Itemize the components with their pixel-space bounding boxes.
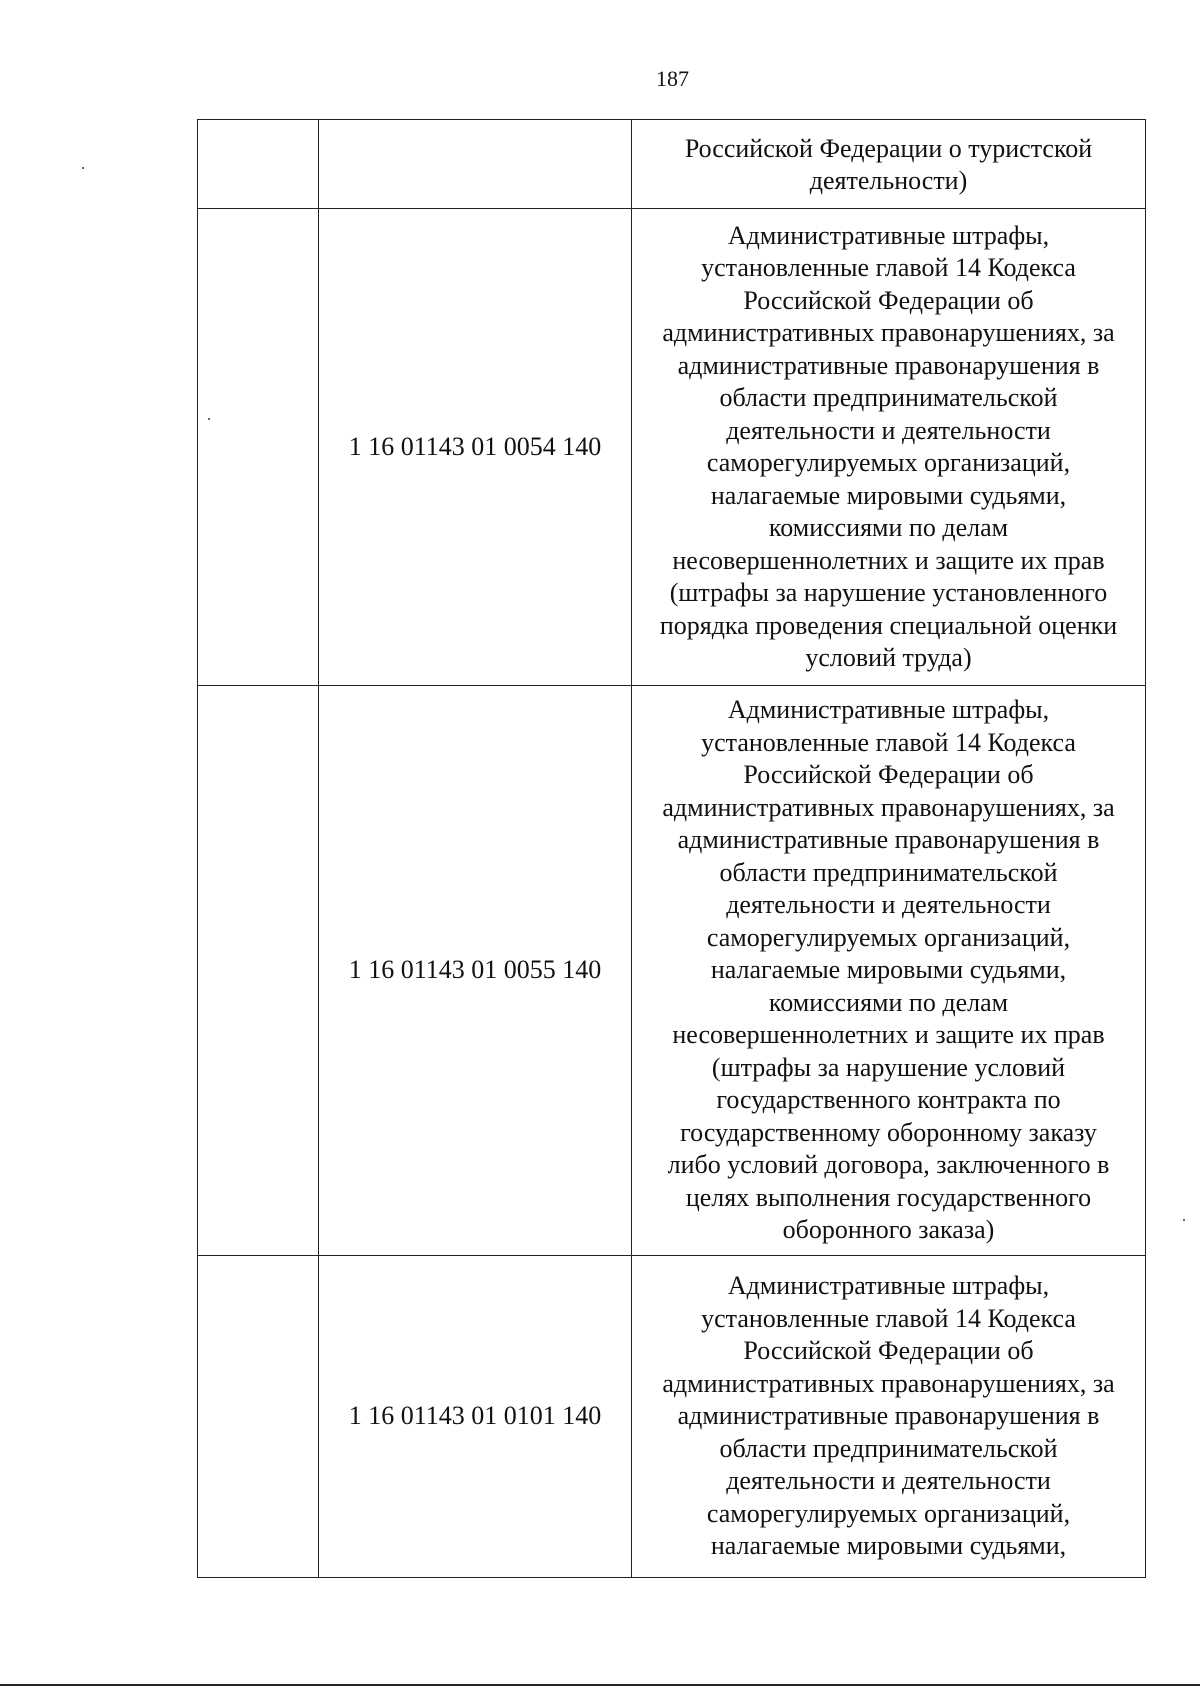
description-line: Российской Федерации об: [743, 1336, 1034, 1365]
table-row: [198, 209, 1146, 686]
table-row: [198, 120, 1146, 209]
description-line: деятельности): [809, 166, 968, 195]
description-line: установленные главой 14 Кодекса: [701, 727, 1076, 757]
description-line: государственного контракта по: [716, 1085, 1061, 1115]
description-line: административные правонарушения в: [677, 1401, 1100, 1430]
budget-code-cell: 1 16 01143 01 0055 140: [319, 686, 632, 1256]
description-line: оборонного заказа): [782, 1215, 995, 1245]
table-body: [198, 120, 1146, 1578]
description-line: административных правонарушениях, за: [662, 318, 1115, 347]
description-cell: [632, 120, 1146, 209]
row-number-cell: [198, 120, 319, 209]
description-line: налагаемые мировыми судьями,: [710, 480, 1067, 510]
description-line: области предпринимательской: [719, 1433, 1058, 1463]
description-line: комиссиями по делам: [768, 987, 1009, 1017]
description-line: деятельности и деятельности: [726, 890, 1051, 920]
description-line: саморегулируемых организаций,: [706, 448, 1071, 477]
description-line: области предпринимательской: [719, 857, 1058, 887]
page-number: 187: [656, 66, 689, 91]
description-line: административных правонарушениях, за: [662, 1368, 1115, 1398]
description-line: саморегулируемых организаций,: [706, 922, 1071, 952]
table-row: [198, 686, 1146, 1256]
description-line: несовершеннолетних и защите их прав: [672, 1020, 1105, 1050]
description-line: Административные штрафы,: [727, 695, 1050, 725]
description-line: налагаемые мировыми судьями,: [710, 955, 1067, 985]
description-line: порядка проведения специальной оценки: [659, 610, 1118, 640]
description-line: установленные главой 14 Кодекса: [701, 253, 1076, 282]
description-line: налагаемые мировыми судьями,: [710, 1531, 1067, 1560]
description-line: саморегулируемых организаций,: [706, 1498, 1071, 1528]
description-line: Административные штрафы,: [727, 220, 1050, 250]
description-line: несовершеннолетних и защите их прав: [672, 545, 1105, 575]
description-cell: [632, 686, 1146, 1256]
budget-code-table: [197, 119, 1146, 1578]
description-line: административные правонарушения в: [677, 825, 1100, 855]
description-line: Российской Федерации о туристской: [684, 133, 1093, 163]
row-number-cell: [198, 686, 319, 1256]
description-line: Российской Федерации об: [743, 285, 1034, 315]
scan-speck: [208, 418, 210, 420]
budget-code-cell: 1 16 01143 01 0054 140: [319, 209, 632, 686]
bottom-scan-edge: [0, 1684, 1200, 1686]
description-line: государственному оборонному заказу: [680, 1117, 1097, 1147]
description-line: установленные главой 14 Кодекса: [701, 1303, 1076, 1333]
budget-code-cell: [319, 120, 632, 209]
description-line: целях выполнения государственного: [685, 1182, 1092, 1212]
description-line: условий труда): [805, 643, 972, 672]
description-cell: [632, 1256, 1146, 1578]
description-line: либо условий договора, заключенного в: [667, 1150, 1110, 1180]
table-row: [198, 1256, 1146, 1578]
description-line: (штрафы за нарушение условий: [711, 1052, 1066, 1082]
description-line: деятельности и деятельности: [726, 415, 1051, 445]
description-line: (штрафы за нарушение установленного: [669, 578, 1108, 607]
description-line: административные правонарушения в: [677, 350, 1100, 380]
description-line: Административные штрафы,: [727, 1271, 1050, 1300]
scan-speck: [1183, 1219, 1185, 1221]
scan-speck: [82, 167, 84, 169]
description-line: административных правонарушениях, за: [662, 792, 1115, 822]
description-line: комиссиями по делам: [768, 513, 1009, 542]
description-cell: [632, 209, 1146, 686]
description-line: Российской Федерации об: [743, 760, 1034, 790]
budget-code-cell: 1 16 01143 01 0101 140: [319, 1256, 632, 1578]
row-number-cell: [198, 1256, 319, 1578]
description-line: деятельности и деятельности: [726, 1466, 1051, 1495]
row-number-cell: [198, 209, 319, 686]
description-line: области предпринимательской: [719, 383, 1058, 412]
